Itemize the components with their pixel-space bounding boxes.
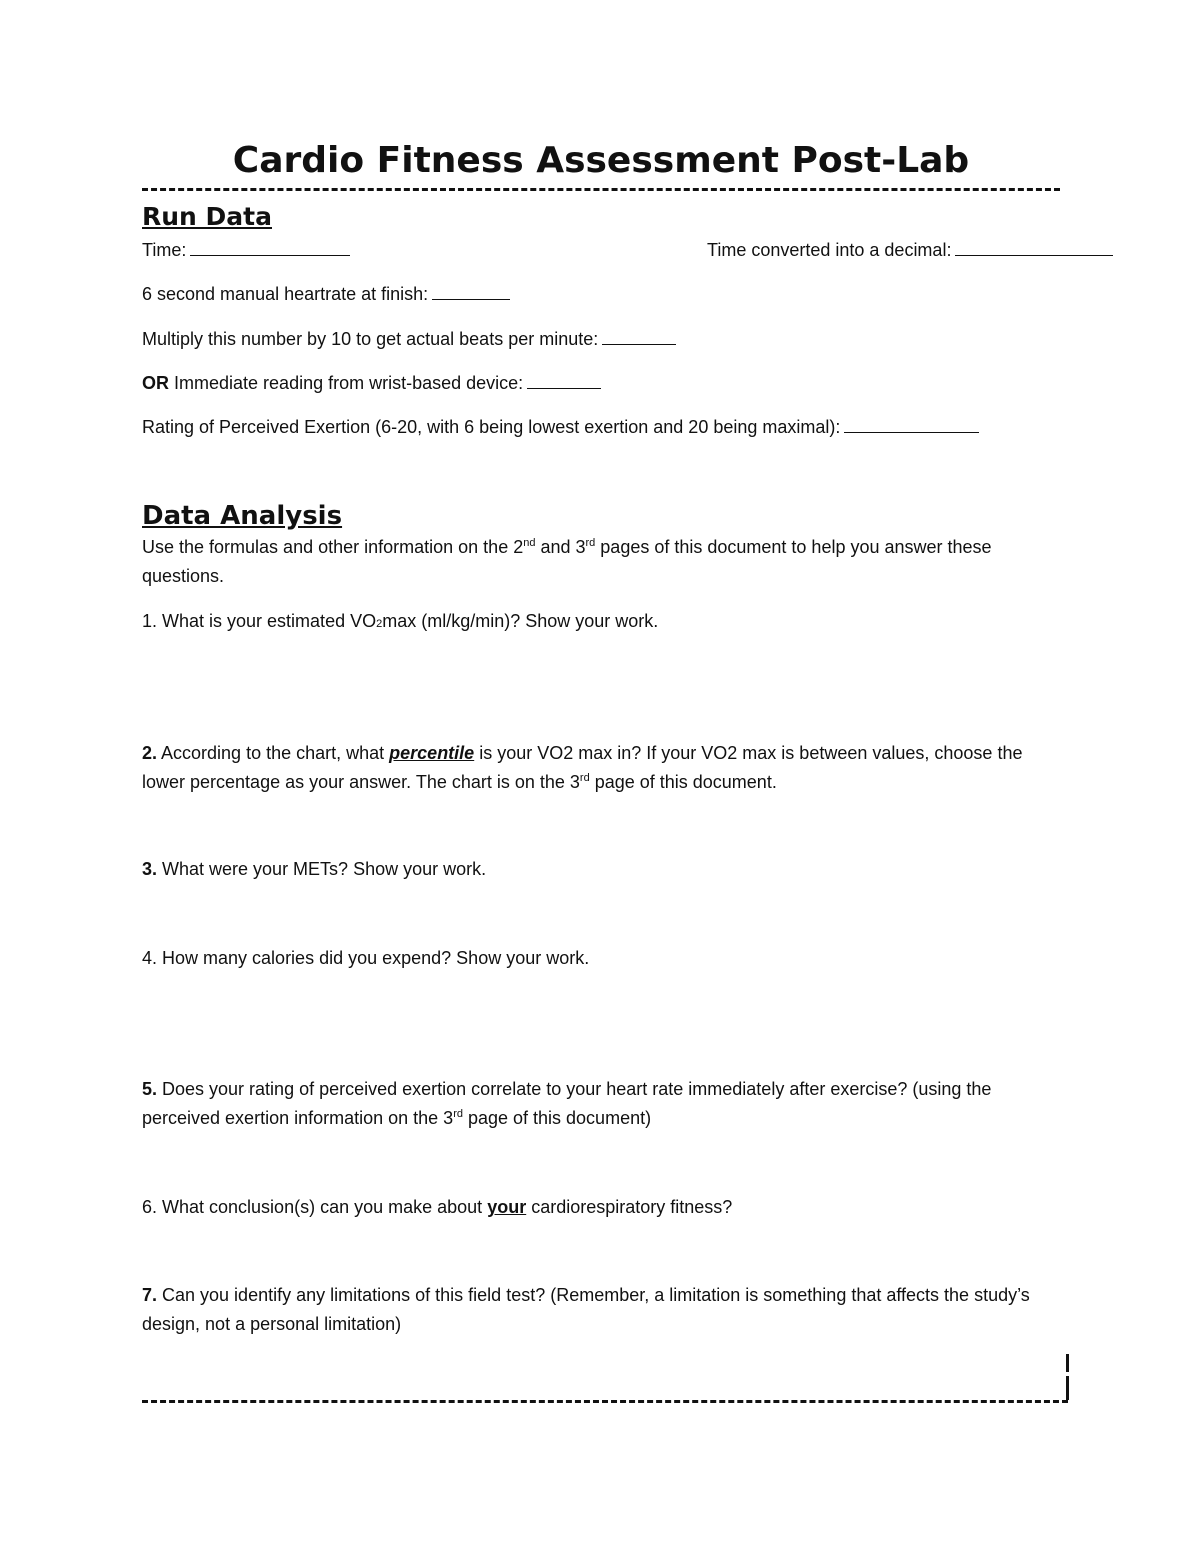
intro-sup-nd: nd — [523, 537, 536, 549]
rpe-row — [142, 413, 1060, 442]
q5-text-b: page of this document) — [462, 1108, 652, 1128]
time-label: Time: — [142, 240, 187, 260]
decimal-label: Time converted into a decimal: — [707, 240, 952, 260]
question-7 — [142, 1281, 1060, 1339]
question-3 — [142, 855, 1060, 884]
q6-number: 6. — [142, 1197, 158, 1217]
decimal-blank — [955, 241, 1113, 256]
wrist-blank — [527, 374, 601, 389]
q1-subscript: 2 — [376, 618, 383, 630]
margin-bar-upper — [1066, 1354, 1069, 1372]
heartrate-row — [142, 280, 1060, 309]
intro-text-b: and 3 — [535, 537, 586, 557]
q2-emphasis: percentile — [389, 743, 475, 763]
q2-text-b: is your VO2 max in? If your VO2 max is between values, choose the lower percentage as your answer. The chart is on the 3 — [142, 743, 1023, 792]
question-5 — [142, 1075, 1060, 1133]
question-4 — [142, 944, 1060, 973]
q3-number: 3. — [142, 859, 158, 879]
question-2 — [142, 739, 1042, 797]
rpe-blank — [844, 418, 979, 433]
q3-text: What were your METs? Show your work. — [157, 859, 487, 879]
q6-text-b: cardiorespiratory fitness? — [526, 1197, 733, 1217]
q4-text: How many calories did you expend? Show your work. — [157, 948, 590, 968]
q2-text-a: According to the chart, what — [157, 743, 390, 763]
multiply-row — [142, 325, 1060, 354]
q7-text: Can you identify any limitations of this field test? (Remember, a limitation is something that affects the study’s design, not a personal limitation) — [142, 1285, 1030, 1334]
data-analysis-heading: Data Analysis — [142, 501, 343, 531]
rpe-label: Rating of Perceived Exertion (6-20, with 6 being lowest exertion and 20 being maximal): — [142, 417, 841, 437]
bottom-rule — [142, 1380, 1068, 1403]
wrist-row — [142, 369, 1060, 398]
wrist-label: Immediate reading from wrist-based device: — [174, 373, 524, 393]
question-6 — [142, 1193, 1060, 1222]
q5-text-a: Does your rating of perceived exertion correlate to your heart rate immediately after exercise? (using the perceived exertion information on the 3 — [142, 1079, 992, 1128]
q5-number: 5. — [142, 1079, 158, 1099]
heartrate-blank — [432, 285, 510, 300]
q6-text-a: What conclusion(s) can you make about — [157, 1197, 488, 1217]
time-blank — [190, 241, 350, 256]
or-word: OR — [142, 373, 169, 393]
intro-sup-rd: rd — [585, 537, 596, 549]
margin-bar-lower — [1066, 1376, 1069, 1400]
decimal-field — [707, 236, 1113, 265]
q4-number: 4. — [142, 948, 158, 968]
heartrate-label: 6 second manual heartrate at finish: — [142, 284, 429, 304]
q5-sup: rd — [453, 1108, 463, 1120]
q1-number: 1. — [142, 611, 158, 631]
q7-number: 7. — [142, 1285, 158, 1305]
multiply-blank — [602, 330, 676, 345]
analysis-intro — [142, 533, 1042, 591]
intro-text-a: Use the formulas and other information on the 2 — [142, 537, 524, 557]
q2-text-c: page of this document. — [589, 772, 777, 792]
intro-text-c: pages of this document to help you answer these questions. — [142, 537, 992, 586]
q2-number: 2. — [142, 743, 158, 763]
run-data-heading: Run Data — [142, 202, 272, 231]
q6-emphasis: your — [487, 1197, 527, 1217]
q1-text-b: max (ml/kg/min)? Show your work. — [382, 611, 659, 631]
time-row — [142, 236, 1060, 265]
multiply-label: Multiply this number by 10 to get actual beats per minute: — [142, 329, 599, 349]
q1-text-a: What is your estimated VO — [157, 611, 377, 631]
question-1 — [142, 607, 1060, 639]
page-title: Cardio Fitness Assessment Post-Lab — [232, 140, 970, 181]
q2-sup: rd — [579, 772, 590, 784]
